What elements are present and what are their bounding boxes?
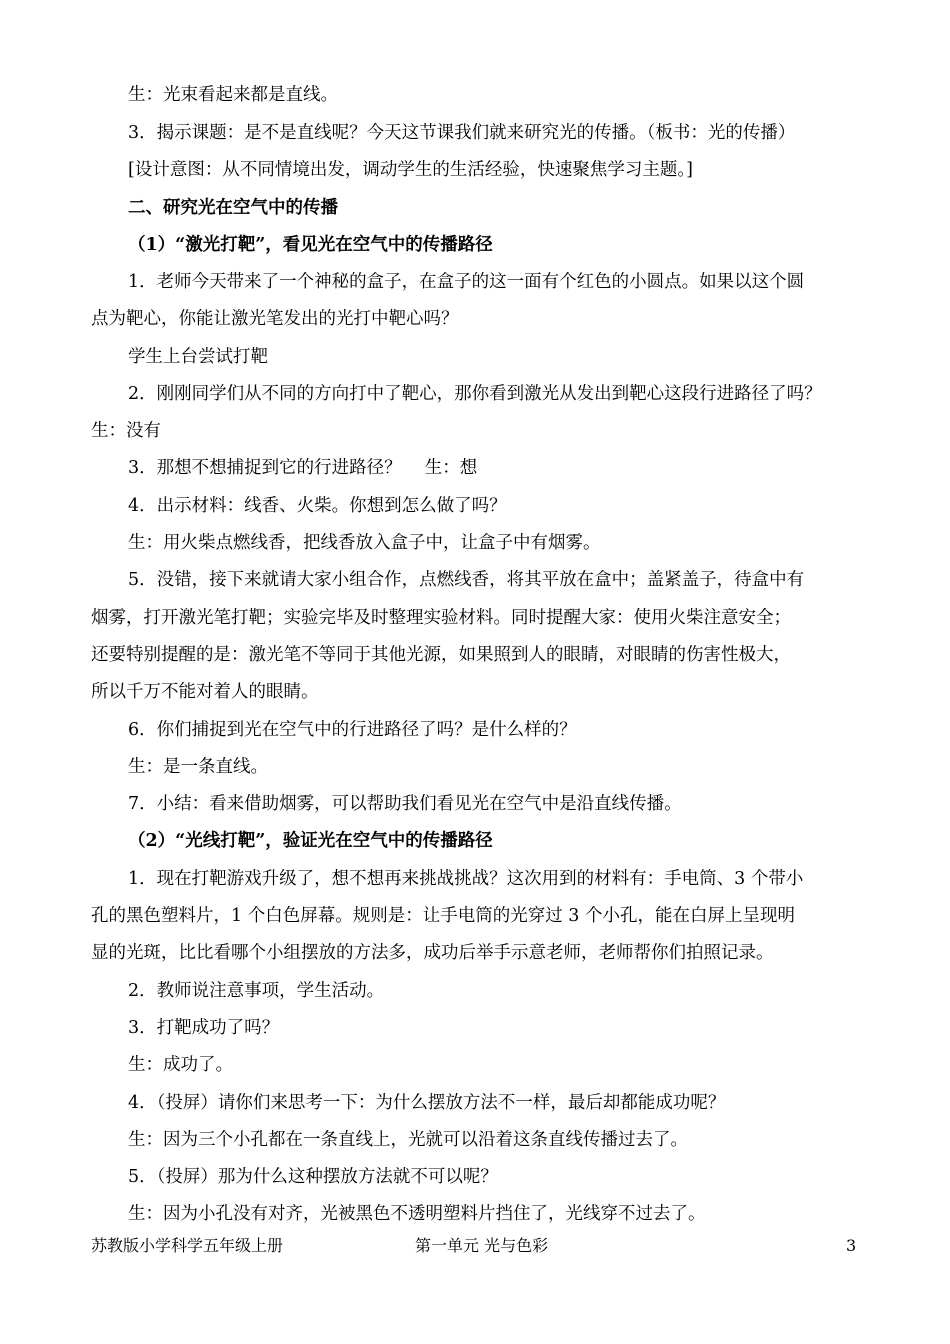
paragraph-line: 5．没错，接下来就请大家小组合作，点燃线香，将其平放在盒中；盖紧盖子，待盒中有	[128, 570, 805, 590]
section-heading: 二、研究光在空气中的传播	[128, 198, 338, 218]
paragraph-line: 显的光斑，比比看哪个小组摆放的方法多，成功后举手示意老师，老师帮你们拍照记录。	[91, 943, 774, 963]
paragraph-line: 生：没有	[91, 421, 161, 441]
paragraph-line: 3．揭示课题：是不是直线呢？今天这节课我们就来研究光的传播。（板书：光的传播）	[128, 123, 796, 143]
paragraph-line: 生：光束看起来都是直线。	[128, 85, 338, 105]
footer-book-title: 苏教版小学科学五年级上册	[91, 1236, 284, 1255]
subsection-heading: （1）“激光打靶”，看见光在空气中的传播路径	[128, 235, 493, 255]
paragraph-line: 还要特别提醒的是：激光笔不等同于其他光源，如果照到人的眼睛，对眼睛的伤害性极大，	[91, 645, 791, 665]
paragraph-line: 孔的黑色塑料片，1 个白色屏幕。规则是：让手电筒的光穿过 3 个小孔，能在白屏上呈现明	[91, 906, 795, 926]
page-number: 3	[846, 1236, 857, 1255]
paragraph-line: 2．教师说注意事项，学生活动。	[128, 981, 385, 1001]
paragraph-line: 生：用火柴点燃线香，把线香放入盒子中，让盒子中有烟雾。	[128, 533, 601, 553]
paragraph-line: 烟雾，打开激光笔打靶；实验完毕及时整理实验材料。同时提醒大家：使用火柴注意安全；	[91, 608, 791, 628]
paragraph-line: 6．你们捕捉到光在空气中的行进路径了吗？是什么样的？	[128, 720, 577, 740]
paragraph-line: 生：成功了。	[128, 1055, 233, 1075]
paragraph-line: 点为靶心，你能让激光笔发出的光打中靶心吗？	[91, 309, 459, 329]
paragraph-line: 4．（投屏）请你们来思考一下：为什么摆放方法不一样，最后却都能成功呢？	[128, 1093, 726, 1113]
paragraph-line: 3．打靶成功了吗？	[128, 1018, 280, 1038]
paragraph-line: 生：因为小孔没有对齐，光被黑色不透明塑料片挡住了，光线穿不过去了。	[128, 1204, 706, 1224]
paragraph-line: 所以千万不能对着人的眼睛。	[91, 682, 319, 702]
design-intent-note: [设计意图：从不同情境出发，调动学生的生活经验，快速聚焦学习主题。]	[128, 160, 693, 180]
paragraph-line: 生：是一条直线。	[128, 757, 268, 777]
paragraph-line: 2．刚刚同学们从不同的方向打中了靶心，那你看到激光从发出到靶心这段行进路径了吗？	[128, 384, 822, 404]
paragraph-line: 4．出示材料：线香、火柴。你想到怎么做了吗？	[128, 496, 507, 516]
paragraph-line: 3．那想不想捕捉到它的行进路径？ 生：想	[128, 458, 478, 478]
paragraph-line: 5．（投屏）那为什么这种摆放方法就不可以呢？	[128, 1167, 498, 1187]
paragraph-line: 生：因为三个小孔都在一条直线上，光就可以沿着这条直线传播过去了。	[128, 1130, 688, 1150]
paragraph-line: 1．现在打靶游戏升级了，想不想再来挑战挑战？这次用到的材料有：手电筒、3 个带小	[128, 869, 804, 889]
paragraph-line: 7．小结：看来借助烟雾，可以帮助我们看见光在空气中是沿直线传播。	[128, 794, 682, 814]
paragraph-line: 学生上台尝试打靶	[128, 347, 268, 367]
subsection-heading: （2）“光线打靶”，验证光在空气中的传播路径	[128, 831, 493, 851]
paragraph-line: 1．老师今天带来了一个神秘的盒子，在盒子的这一面有个红色的小圆点。如果以这个圆	[128, 272, 805, 292]
footer-unit-title: 第一单元 光与色彩	[415, 1236, 549, 1255]
